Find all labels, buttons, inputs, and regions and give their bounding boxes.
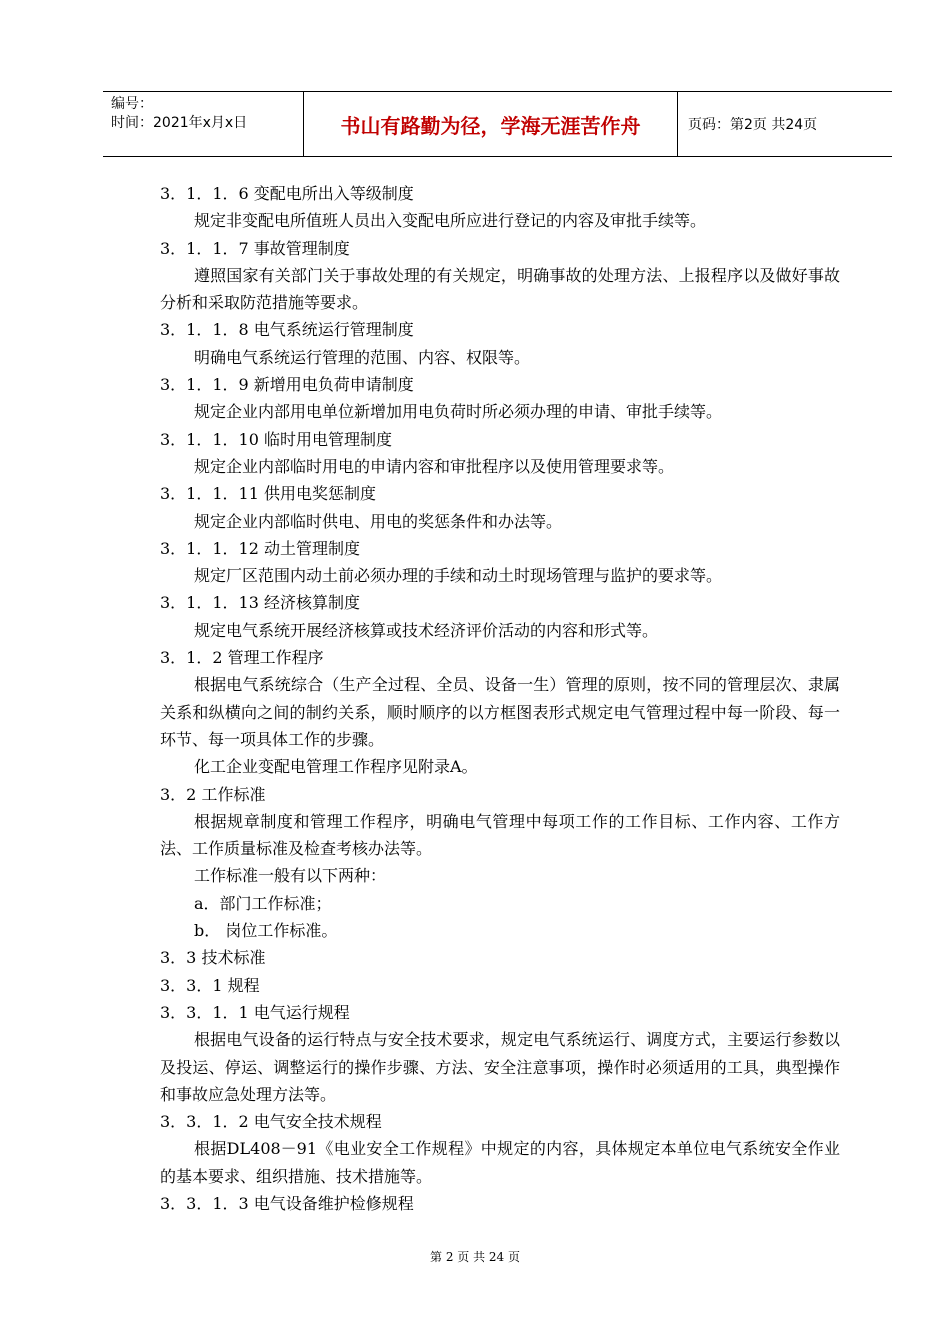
section-heading: 3．1．1．8 电气系统运行管理制度: [160, 320, 414, 340]
paragraph: 根据电气系统综合（生产全过程、全员、设备一生）管理的原则，按不同的管理层次、隶属关系和纵横向之间的制约关系，顺时顺序的以方框图表形式规定电气管理过程中每一阶段、每一环节、每一项具体工作的步骤。: [160, 675, 840, 749]
paragraph: 遵照国家有关部门关于事故处理的有关规定，明确事故的处理方法、上报程序以及做好事故分析和采取防范措施等要求。: [160, 265, 840, 313]
header-page-code: 页码：第2页 共24页: [688, 117, 818, 133]
paragraph: 根据DL408－91《电业安全工作规程》中规定的内容，具体规定本单位电气系统安全作业的基本要求、组织措施、技术措施等。: [160, 1139, 840, 1186]
section-heading: 3．1．1．11 供用电奖惩制度: [160, 484, 376, 504]
document-body: [160, 180, 840, 1217]
paragraph: 规定企业内部临时用电的申请内容和审批程序以及使用管理要求等。: [194, 456, 675, 476]
paragraph: 规定企业内部临时供电、用电的奖惩条件和办法等。: [194, 511, 563, 531]
section-heading: 3．3．1 规程: [160, 975, 260, 995]
section-heading: 3．3．1．3 电气设备维护检修规程: [160, 1193, 414, 1213]
paragraph: 工作标准一般有以下两种：: [194, 866, 387, 886]
section-heading: 3．3 技术标准: [160, 948, 266, 968]
section-heading: 3．1．1．13 经济核算制度: [160, 593, 360, 613]
time-label: 时间：2021年x月x日: [111, 115, 248, 131]
paragraph: 规定电气系统开展经济核算或技术经济评价活动的内容和形式等。: [194, 620, 659, 640]
paragraph: 根据规章制度和管理工作程序，明确电气管理中每项工作的工作目标、工作内容、工作方法、工作质量标准及检查考核办法等。: [160, 811, 840, 859]
header-motto: 书山有路勤为径，学海无涯苦作舟: [304, 92, 678, 156]
paragraph: 规定厂区范围内动土前必须办理的手续和动土时现场管理与监护的要求等。: [194, 566, 723, 586]
section-heading: 3．3．1．1 电气运行规程: [160, 1002, 350, 1022]
section-heading: 3．1．1．7 事故管理制度: [160, 238, 350, 258]
section-heading: 3．1．1．12 动土管理制度: [160, 538, 360, 558]
section-heading: 3．1．1．9 新增用电负荷申请制度: [160, 375, 414, 395]
paragraph: 规定企业内部用电单位新增加用电负荷时所必须办理的申请、审批手续等。: [194, 402, 723, 422]
paragraph: 根据电气设备的运行特点与安全技术要求，规定电气系统运行、调度方式，主要运行参数以及投运、停运、调整运行的操作步骤、方法、安全注意事项，操作时必须适用的工具，典型操作和事故应急处理方法等。: [160, 1030, 840, 1104]
page-header: [103, 91, 892, 157]
section-heading: 3．3．1．2 电气安全技术规程: [160, 1112, 382, 1132]
section-heading: 3．1．2 管理工作程序: [160, 648, 324, 668]
page-footer: 第 2 页 共 24 页: [430, 1250, 520, 1264]
section-heading: 3．2 工作标准: [160, 784, 266, 804]
number-label: 编号：: [111, 96, 153, 112]
paragraph: 化工企业变配电管理工作程序见附录A。: [194, 757, 478, 777]
header-meta: [103, 92, 304, 156]
list-item: b． 岗位工作标准。: [194, 921, 338, 941]
paragraph: 规定非变配电所值班人员出入变配电所应进行登记的内容及审批手续等。: [194, 211, 707, 231]
paragraph: 明确电气系统运行管理的范围、内容、权限等。: [194, 347, 531, 367]
section-heading: 3．1．1．10 临时用电管理制度: [160, 429, 392, 449]
section-heading: 3．1．1．6 变配电所出入等级制度: [160, 184, 414, 203]
list-item: a．部门工作标准；: [194, 893, 332, 913]
